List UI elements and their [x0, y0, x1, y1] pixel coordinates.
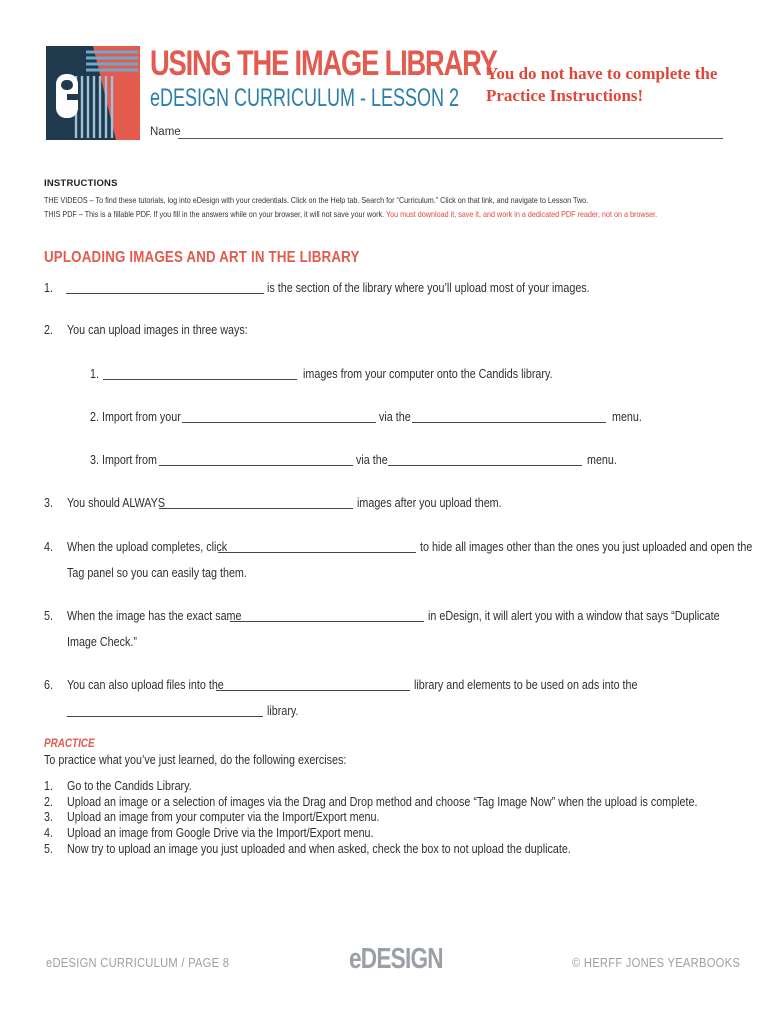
q2a-answer-field[interactable] [103, 379, 297, 380]
instructions-videos: THE VIDEOS – To find these tutorials, log into eDesign with your credentials. Click on the Help tab. Search for “Curriculum.” Click on that link, and navigate to Lesson Two. [44, 195, 589, 205]
q2-text: You can upload images in three ways: [67, 323, 248, 337]
q3-text: images after you upload them. [357, 496, 502, 510]
q1-text: is the section of the library where you’ll upload most of your images. [267, 281, 590, 295]
q6-text: library and elements to be used on ads into the [414, 678, 638, 692]
q1-answer-field[interactable] [66, 293, 264, 294]
q1-number: 1. [44, 281, 53, 295]
name-field[interactable] [178, 138, 723, 139]
q2b-prefix: 2. Import from your [90, 410, 181, 424]
q2c-answer-field-1[interactable] [159, 465, 353, 466]
q2b-end: menu. [612, 410, 642, 424]
practice-heading: PRACTICE [44, 738, 95, 750]
q6-answer-field-1[interactable] [216, 690, 410, 691]
page-title: USING THE IMAGE LIBRARY [150, 44, 497, 83]
q4-answer-field[interactable] [218, 552, 416, 553]
practice-item-5-number: 5. [44, 842, 53, 856]
q5-prefix: When the image has the exact same [67, 609, 242, 623]
edesign-logo [46, 46, 140, 140]
q4-text: to hide all images other than the ones you just uploaded and open the [420, 540, 753, 554]
q2b-answer-field-2[interactable] [412, 422, 606, 423]
q2-number: 2. [44, 323, 53, 337]
q6-prefix: You can also upload files into the [67, 678, 224, 692]
q5-text: in eDesign, it will alert you with a window that says “Duplicate [428, 609, 720, 623]
q2a-number: 1. [90, 367, 99, 381]
practice-item-1-number: 1. [44, 779, 53, 793]
name-label: Name [150, 126, 181, 138]
footer-copyright: © HERFF JONES YEARBOOKS [572, 955, 741, 970]
practice-item-2: Upload an image or a selection of images via the Drag and Drop method and choose “Tag Image Now” when the upload is complete. [67, 795, 698, 809]
section-title: UPLOADING IMAGES AND ART IN THE LIBRARY [44, 249, 360, 266]
q4-text-line2: Tag panel so you can easily tag them. [67, 566, 247, 580]
practice-note: You do not have to complete the Practice Instructions! [486, 64, 718, 105]
practice-item-2-number: 2. [44, 795, 53, 809]
practice-intro: To practice what you’ve just learned, do the following exercises: [44, 753, 347, 767]
practice-item-1: Go to the Candids Library. [67, 779, 192, 793]
q5-answer-field[interactable] [230, 621, 424, 622]
practice-item-4: Upload an image from Google Drive via the Import/Export menu. [67, 826, 374, 840]
practice-item-3-number: 3. [44, 810, 53, 824]
q2a-text: images from your computer onto the Candids library. [303, 367, 553, 381]
instructions-heading: INSTRUCTIONS [44, 178, 118, 189]
q6-answer-field-2[interactable] [67, 716, 263, 717]
q5-text-line2: Image Check.” [67, 635, 137, 649]
instructions-pdf-text: THIS PDF – This is a fillable PDF. If you fill in the answers while on your browser, it will not save your work. [44, 209, 385, 219]
q5-number: 5. [44, 609, 53, 623]
q2b-answer-field-1[interactable] [182, 422, 376, 423]
q2c-answer-field-2[interactable] [388, 465, 582, 466]
instructions-pdf [44, 209, 657, 219]
q2c-mid: via the [356, 453, 388, 467]
q4-prefix: When the upload completes, click [67, 540, 228, 554]
q3-prefix: You should ALWAYS [67, 496, 166, 510]
q3-number: 3. [44, 496, 53, 510]
footer-page-label: eDESIGN CURRICULUM / PAGE 8 [46, 955, 230, 970]
practice-item-5: Now try to upload an image you just uploaded and when asked, check the box to not upload the duplicate. [67, 842, 571, 856]
q2b-mid: via the [379, 410, 411, 424]
q3-answer-field[interactable] [159, 508, 353, 509]
q2c-prefix: 3. Import from [90, 453, 157, 467]
practice-item-3: Upload an image from your computer via the Import/Export menu. [67, 810, 380, 824]
q4-number: 4. [44, 540, 53, 554]
instructions-pdf-warning: You must download it, save it, and work in a dedicated PDF reader, not on a browser. [385, 209, 658, 219]
q6-number: 6. [44, 678, 53, 692]
practice-item-4-number: 4. [44, 826, 53, 840]
footer-edesign-logo: eDESIGN [349, 943, 443, 975]
q6-text-line2: library. [267, 704, 299, 718]
page-subtitle: eDESIGN CURRICULUM - LESSON 2 [150, 84, 460, 112]
q2c-end: menu. [587, 453, 617, 467]
